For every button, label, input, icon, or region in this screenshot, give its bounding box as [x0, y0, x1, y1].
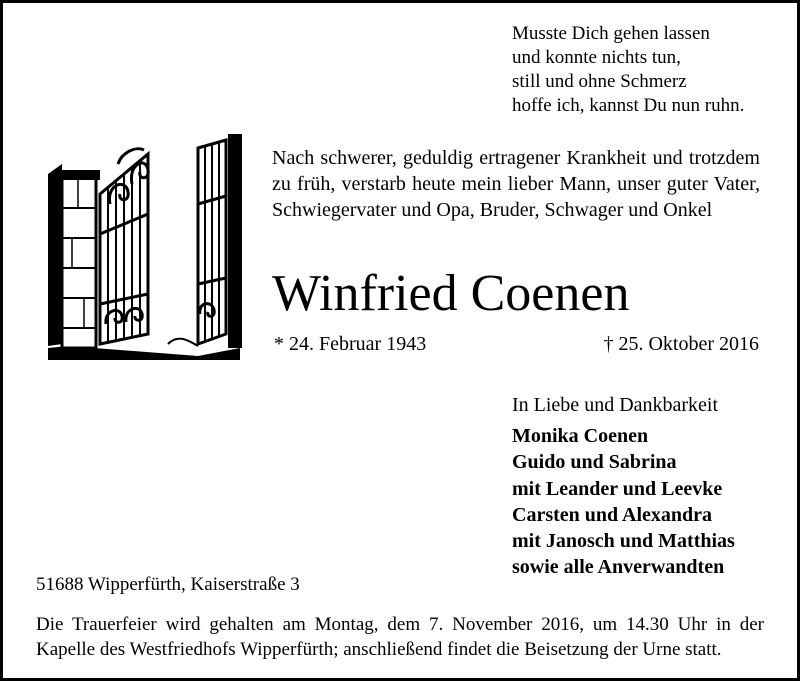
poem-line: still und ohne Schmerz [512, 71, 687, 92]
funeral-notice: Die Trauerfeier wird gehalten am Montag, dem 7. November 2016, um 14.30 Uhr in der Kapelle des Westfriedhofs Wipperfürth; anschließend findet die Beisetzung der Urne statt. [36, 614, 764, 660]
mourner-line: mit Janosch und Matthias [512, 530, 735, 553]
mourner-line: Monika Coenen [512, 425, 649, 447]
mourner-line: Carsten und Alexandra [512, 503, 713, 526]
intro-text: Nach schwerer, geduldig ertragener Krankheit und trotzdem zu früh, verstarb heute mein lieber Mann, unser guter Vater, Schwiegervater und Opa, Bruder, Schwager und Onkel [272, 147, 760, 221]
birth-date: * 24. Februar 1943 [274, 333, 427, 355]
deceased-name: Winfried Coenen [272, 265, 630, 322]
mourner-line: sowie alle Anverwandten [512, 556, 725, 579]
poem [512, 22, 744, 118]
address: 51688 Wipperfürth, Kaiserstraße 3 [36, 574, 300, 595]
death-date: † 25. Oktober 2016 [603, 333, 759, 355]
mourner-line: Guido und Sabrina [512, 451, 677, 474]
poem-line: Musste Dich gehen lassen [512, 23, 710, 44]
poem-line: hoffe ich, kannst Du nun ruhn. [512, 95, 745, 116]
mourners-list [512, 423, 735, 581]
thanks-line: In Liebe und Dankbarkeit [512, 394, 719, 416]
open-garden-gate-icon [48, 134, 244, 360]
poem-line: und konnte nichts tun, [512, 47, 681, 68]
mourner-line: mit Leander und Leevke [512, 477, 723, 500]
